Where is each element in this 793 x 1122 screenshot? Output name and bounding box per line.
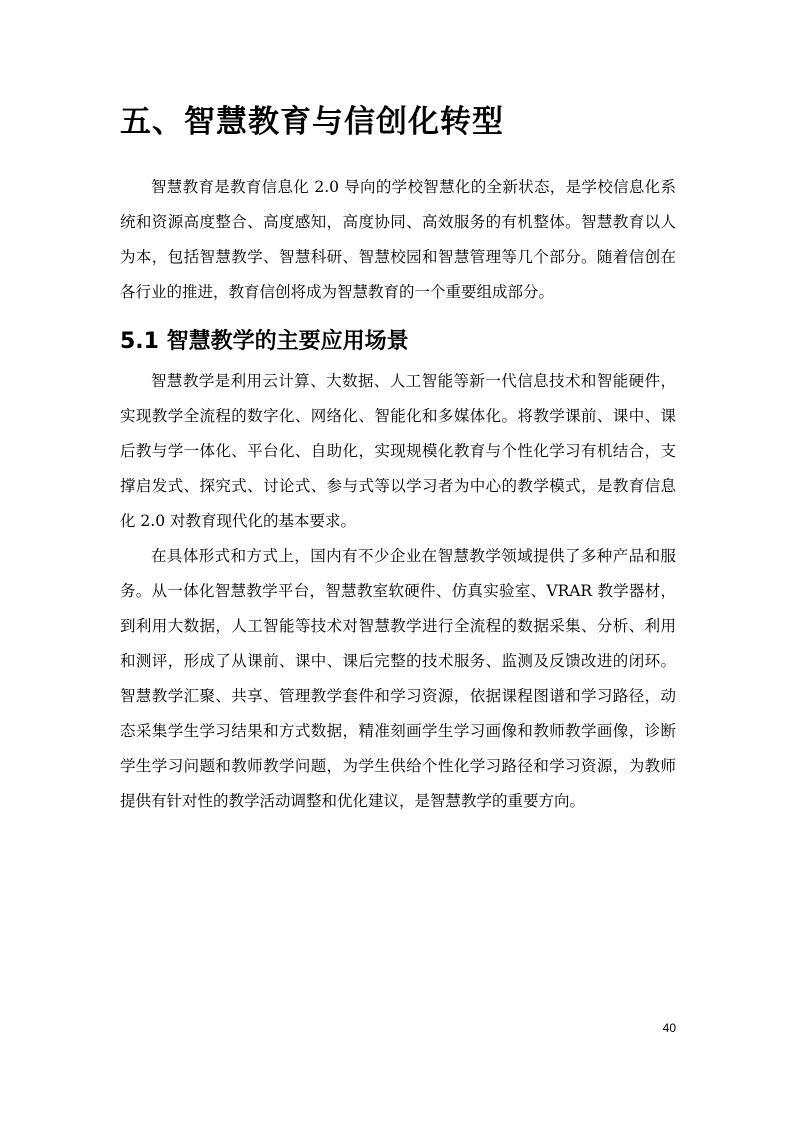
body-paragraph-1: 智慧教学是利用云计算、大数据、人工智能等新一代信息技术和智能硬件，实现教学全流程的数字化、网络化、智能化和多媒体化。将教学课前、课中、课后教与学一体化、平台化、自助化，实现规模化教育与个性化学习有机结合，支撑启发式、探究式、讨论式、参与式等以学习者为中心的教学模式，是教育信息化 2.0 对教育现代化的基本要求。 xyxy=(120,372,676,530)
body-paragraph-2: 在具体形式和方式上，国内有不少企业在智慧教学领域提供了多种产品和服务。从一体化智慧教学平台，智慧教室软硬件、仿真实验室、VRAR 教学器材，到利用大数据，人工智能等技术对智慧教学进行全流程的数据采集、分析、利用和测评，形成了从课前、课中、课后完整的技术服务、监测及反馈改进的闭环。智慧教学汇聚、共享、管理教学套件和学习资源，依据课程图谱和学习路径，动态采集学生学习结果和方式数据，精准刻画学生学习画像和教师教学画像，诊断学生学习问题和教师教学问题，为学生供给个性化学习路径和学习资源，为教师提供有针对性的教学活动调整和优化建议，是智慧教学的重要方向。 xyxy=(120,547,676,810)
page-number: 40 xyxy=(662,1021,676,1035)
section-body xyxy=(120,364,676,819)
section-title: 5.1 智慧教学的主要应用场景 xyxy=(120,329,409,354)
intro-block xyxy=(120,170,676,310)
intro-paragraph: 智慧教育是教育信息化 2.0 导向的学校智慧化的全新状态，是学校信息化系统和资源高度整合、高度感知，高度协同、高效服务的有机整体。智慧教育以人为本，包括智慧教学、智慧科研、智慧校园和智慧管理等几个部分。随着信创在各行业的推进，教育信创将成为智慧教育的一个重要组成部分。 xyxy=(120,178,676,301)
chapter-title: 五、智慧教育与信创化转型 xyxy=(120,104,504,140)
